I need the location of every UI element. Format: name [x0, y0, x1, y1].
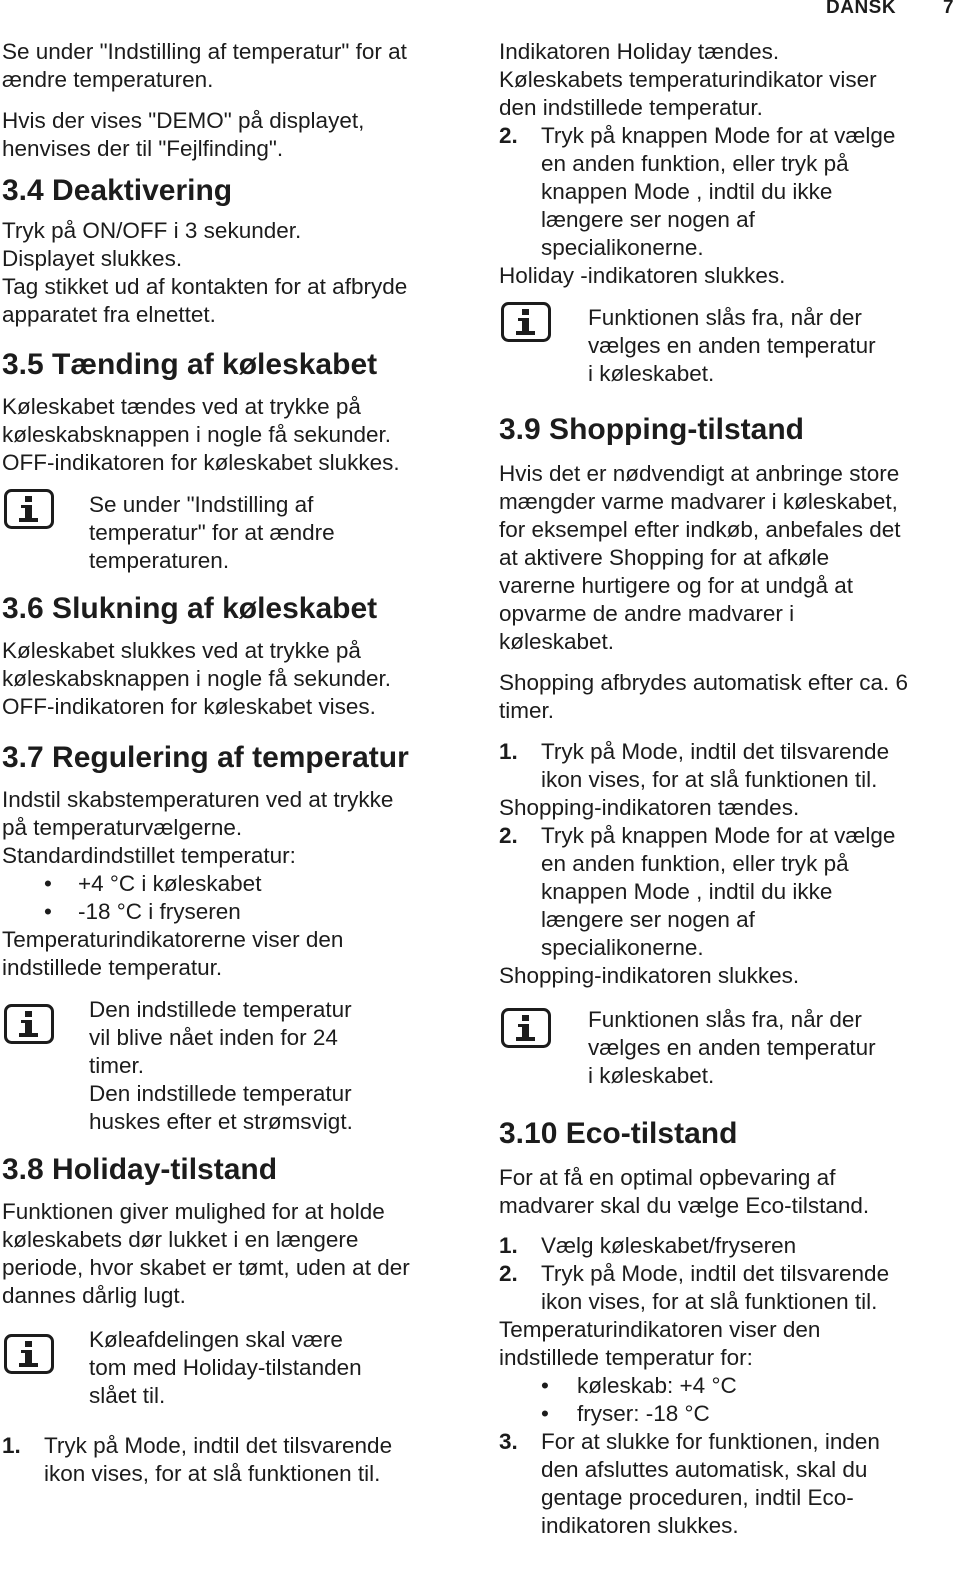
paragraph: OFF-indikatoren for køleskabet slukkes.	[2, 450, 400, 475]
paragraph: Køleskabet slukkes ved at trykke på	[2, 638, 361, 663]
note-line: tom med Holiday-tilstanden	[89, 1355, 362, 1380]
list-item-text: +4 °C i køleskabet	[78, 871, 262, 896]
step-text: Vælg køleskabet/fryseren	[541, 1233, 797, 1258]
paragraph: apparatet fra elnettet.	[2, 302, 216, 327]
paragraph: Standardindstillet temperatur:	[2, 843, 296, 868]
step-text: specialikonerne.	[541, 235, 704, 260]
section-number: 3.6	[2, 592, 44, 625]
info-note	[499, 1006, 957, 1090]
paragraph: indstillede temperatur for:	[499, 1345, 753, 1370]
page-number: 7	[943, 0, 954, 18]
paragraph: Temperaturindikatoren viser den	[499, 1317, 821, 1342]
list-item	[499, 1372, 957, 1400]
step-text: Tryk på knappen Mode for at vælge	[541, 823, 896, 848]
left-column	[2, 38, 472, 1488]
section-number: 3.4	[2, 174, 44, 207]
step-text: Tryk på Mode, indtil det tilsvarende	[541, 739, 890, 764]
step-number: 1.	[2, 1433, 21, 1458]
section-heading-3-6	[2, 591, 472, 627]
paragraph: Køleskabets temperaturindikator viser	[499, 67, 877, 92]
section-title: Regulering af temperatur	[43, 741, 409, 774]
note-line: temperaturen.	[89, 548, 230, 573]
section-number: 3.8	[2, 1153, 44, 1186]
step-number: 2.	[499, 123, 518, 148]
step-text: ikon vises, for at slå funktionen til.	[44, 1461, 381, 1486]
bullet: •	[44, 899, 52, 924]
info-icon	[501, 1008, 551, 1048]
note-line: vælges en anden temperatur	[588, 1035, 876, 1060]
paragraph: OFF-indikatoren for køleskabet vises.	[2, 694, 376, 719]
note-line: Den indstillede temperatur	[89, 1081, 352, 1106]
paragraph: køleskabsknappen i nogle få sekunder.	[2, 422, 392, 447]
paragraph: på temperaturvælgerne.	[2, 815, 243, 840]
list-item-text: -18 °C i fryseren	[78, 899, 241, 924]
list-item	[2, 870, 472, 898]
list-item-text: køleskab: +4 °C	[577, 1373, 737, 1398]
step-number: 3.	[499, 1429, 518, 1454]
paragraph: opvarme de andre madvarer i	[499, 601, 795, 626]
step-number: 1.	[499, 739, 518, 764]
section-title: Eco-tilstand	[557, 1117, 738, 1150]
step-text: en anden funktion, eller tryk på	[541, 851, 849, 876]
paragraph: Shopping-indikatoren tændes.	[499, 795, 800, 820]
note-line: Funktionen slås fra, når der	[588, 305, 862, 330]
paragraph: Køleskabet tændes ved at trykke på	[2, 394, 361, 419]
note-line: i køleskabet.	[588, 361, 715, 386]
note-line: vil blive nået inden for 24	[89, 1025, 338, 1050]
info-icon	[4, 489, 54, 529]
paragraph: Tryk på ON/OFF i 3 sekunder.	[2, 218, 302, 243]
paragraph: varerne hurtigere og for at undgå at	[499, 573, 853, 598]
paragraph: køleskabet.	[499, 629, 615, 654]
info-note	[2, 491, 472, 575]
paragraph: madvarer skal du vælge Eco-tilstand.	[499, 1193, 870, 1218]
bullet: •	[44, 871, 52, 896]
section-title: Slukning af køleskabet	[43, 592, 378, 625]
paragraph: ændre temperaturen.	[2, 67, 214, 92]
step-text: længere ser nogen af	[541, 907, 755, 932]
paragraph: Shopping afbrydes automatisk efter ca. 6	[499, 670, 908, 695]
numbered-step	[2, 1432, 472, 1488]
paragraph: Shopping-indikatoren slukkes.	[499, 963, 800, 988]
section-heading-3-4	[2, 173, 472, 209]
section-title: Tænding af køleskabet	[43, 348, 378, 381]
numbered-step	[499, 122, 957, 262]
paragraph: For at få en optimal opbevaring af	[499, 1165, 836, 1190]
paragraph: Funktionen giver mulighed for at holde	[2, 1199, 385, 1224]
step-number: 2.	[499, 1261, 518, 1286]
list-item-text: fryser: -18 °C	[577, 1401, 710, 1426]
numbered-step	[499, 1260, 957, 1316]
paragraph: indstillede temperatur.	[2, 955, 223, 980]
note-line: vælges en anden temperatur	[588, 333, 876, 358]
numbered-step	[499, 822, 957, 962]
numbered-step	[499, 1232, 957, 1260]
list-item	[2, 898, 472, 926]
paragraph: dannes dårlig lugt.	[2, 1283, 186, 1308]
step-text: ikon vises, for at slå funktionen til.	[541, 1289, 878, 1314]
info-note	[499, 304, 957, 388]
paragraph: Hvis der vises "DEMO" på displayet,	[2, 108, 365, 133]
note-line: slået til.	[89, 1383, 166, 1408]
note-line: i køleskabet.	[588, 1063, 715, 1088]
bullet: •	[541, 1373, 549, 1398]
paragraph: at aktivere Shopping for at afkøle	[499, 545, 830, 570]
step-text: ikon vises, for at slå funktionen til.	[541, 767, 878, 792]
header-language: DANSK	[826, 0, 897, 18]
step-text: Tryk på Mode, indtil det tilsvarende	[44, 1433, 393, 1458]
step-text: den afsluttes automatisk, skal du	[541, 1457, 868, 1482]
step-text: indikatoren slukkes.	[541, 1513, 739, 1538]
paragraph: henvises der til "Fejlfinding".	[2, 136, 284, 161]
note-line: temperatur" for at ændre	[89, 520, 335, 545]
section-heading-3-9	[499, 412, 957, 448]
section-heading-3-7	[2, 740, 472, 776]
paragraph: for eksempel efter indkøb, anbefales det	[499, 517, 901, 542]
note-line: huskes efter et strømsvigt.	[89, 1109, 353, 1134]
section-number: 3.9	[499, 413, 541, 446]
paragraph: den indstillede temperatur.	[499, 95, 763, 120]
paragraph: Tag stikket ud af kontakten for at afbryde	[2, 274, 408, 299]
info-note	[2, 996, 472, 1136]
paragraph: Indikatoren Holiday tændes.	[499, 39, 780, 64]
step-text: Tryk på knappen Mode for at vælge	[541, 123, 896, 148]
paragraph: Se under "Indstilling af temperatur" for at	[2, 39, 407, 64]
paragraph: Temperaturindikatorerne viser den	[2, 927, 344, 952]
paragraph: Displayet slukkes.	[2, 246, 183, 271]
section-heading-3-8	[2, 1152, 472, 1188]
paragraph: timer.	[499, 698, 555, 723]
paragraph: Hvis det er nødvendigt at anbringe store	[499, 461, 900, 486]
section-number: 3.5	[2, 348, 44, 381]
note-line: Køleafdelingen skal være	[89, 1327, 343, 1352]
step-text: For at slukke for funktionen, inden	[541, 1429, 880, 1454]
paragraph: Holiday -indikatoren slukkes.	[499, 263, 786, 288]
paragraph: periode, hvor skabet er tømt, uden at der	[2, 1255, 410, 1280]
section-heading-3-10	[499, 1116, 957, 1152]
paragraph: køleskabets dør lukket i en længere	[2, 1227, 359, 1252]
info-note	[2, 1326, 472, 1410]
info-icon	[4, 1004, 54, 1044]
note-line: Se under "Indstilling af	[89, 492, 314, 517]
step-text: knappen Mode , indtil du ikke	[541, 179, 833, 204]
note-line: Funktionen slås fra, når der	[588, 1007, 862, 1032]
section-number: 3.10	[499, 1117, 558, 1150]
step-text: gentage proceduren, indtil Eco-	[541, 1485, 854, 1510]
paragraph: mængder varme madvarer i køleskabet,	[499, 489, 898, 514]
numbered-step	[499, 738, 957, 794]
step-text: specialikonerne.	[541, 935, 704, 960]
note-line: timer.	[89, 1053, 145, 1078]
step-text: knappen Mode , indtil du ikke	[541, 879, 833, 904]
section-heading-3-5	[2, 347, 472, 383]
info-icon	[4, 1334, 54, 1374]
section-title: Shopping-tilstand	[540, 413, 805, 446]
paragraph: køleskabsknappen i nogle få sekunder.	[2, 666, 392, 691]
list-item	[499, 1400, 957, 1428]
section-title: Holiday-tilstand	[43, 1153, 278, 1186]
right-column	[499, 38, 957, 1540]
paragraph: Indstil skabstemperaturen ved at trykke	[2, 787, 394, 812]
section-title: Deaktivering	[43, 174, 233, 207]
numbered-step	[499, 1428, 957, 1540]
section-number: 3.7	[2, 741, 44, 774]
info-icon	[501, 302, 551, 342]
step-text: en anden funktion, eller tryk på	[541, 151, 849, 176]
step-text: Tryk på Mode, indtil det tilsvarende	[541, 1261, 890, 1286]
bullet: •	[541, 1401, 549, 1426]
step-number: 2.	[499, 823, 518, 848]
step-number: 1.	[499, 1233, 518, 1258]
note-line: Den indstillede temperatur	[89, 997, 352, 1022]
step-text: længere ser nogen af	[541, 207, 755, 232]
